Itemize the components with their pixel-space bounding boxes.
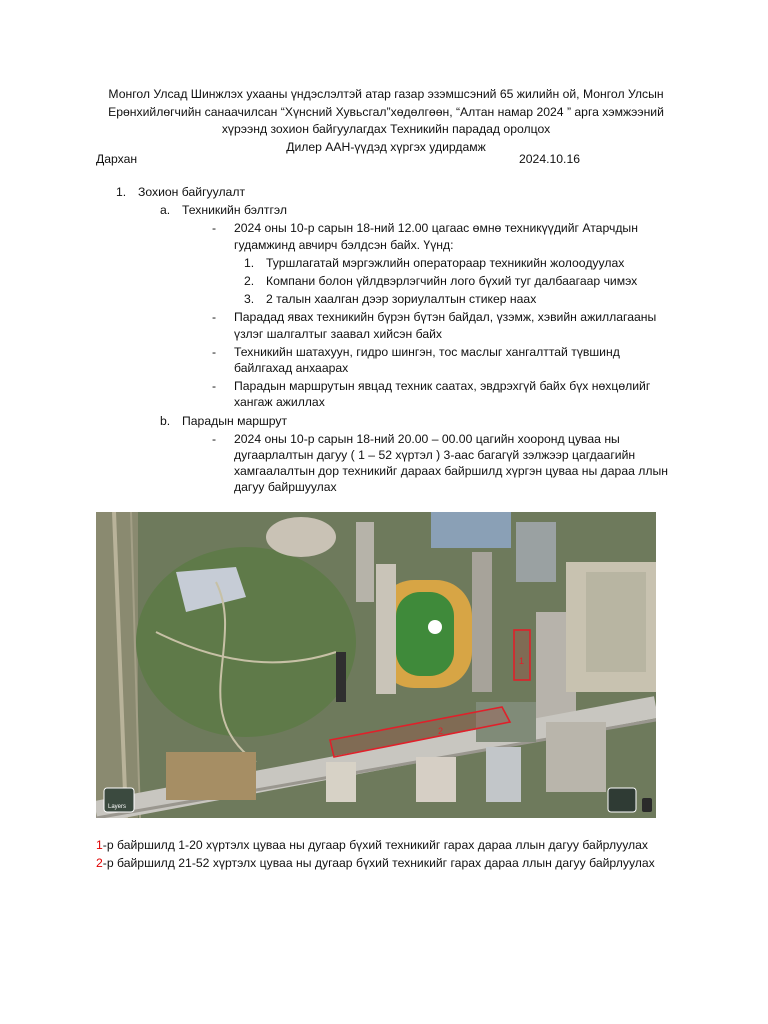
bullet-b1-line-3: хамгаалалтын дор техникийг дараах байршилд хүргэн цуваа ны дараа ллын — [234, 464, 668, 479]
subsection-a-number: a. — [160, 203, 171, 218]
zone-2-label: 2 — [438, 726, 444, 736]
bullet-b1-line-2: дугаарлалтын дагуу ( 1 – 52 хүртэл ) 3-аас багагүй зэлжээр цагдаагийн — [234, 448, 636, 463]
bullet-b1-line-1: 2024 оны 10-р сарын 18-ний 20.00 – 00.00 цагийн хооронд цуваа ны — [234, 431, 620, 446]
list-item-text: Компани болон үйлдвэрлэгчийн лого бүхий туг далбаагаар чимэх — [266, 274, 638, 289]
bullet-a4-line-1: Парадын маршрутын явцад техник саатах, эвдрэхгүй байх бүх нөхцөлийг — [234, 379, 651, 394]
bullet-b1 — [96, 431, 676, 496]
bullet-a3-line-1: Техникийн шатахуун, гидро шингэн, тос маслыг хангалттай түвшинд — [234, 344, 620, 359]
subsection-a-title: Техникийн бэлтгэл — [182, 203, 287, 218]
bullet-dash: - — [212, 221, 217, 236]
bullet-b1-line-4: дагуу байршуулах — [234, 480, 337, 495]
footer-line-2 — [96, 854, 655, 872]
document-title — [96, 86, 676, 156]
bullet-a3 — [96, 344, 676, 376]
list-item-text: Туршлагатай мэргэжлийн оператораар техникийн жолоодуулах — [266, 255, 625, 270]
title-line-2: Ерөнхийлөгчийн санаачилсан “Хүнсний Хувьсгал”хөдөлгөөн, “Алтан намар 2024 ” арга хэмжээний — [108, 104, 664, 119]
stadium-pin-icon — [428, 620, 442, 634]
section-1-title: Зохион байгуулалт — [138, 185, 246, 199]
parking-zone-1 — [514, 630, 530, 680]
title-line-4: Дилер ААН-үүдэд хүргэх удирдамж — [286, 139, 486, 154]
footer-line-2-text: -р байршилд 21-52 хүртэлх цуваа ны дугаар бүхий техникийг гарах дараа ллын дагуу байрлуулах — [102, 856, 655, 870]
footer-line-1-number: 1 — [96, 838, 103, 852]
footer-line-1-text: -р байршилд 1-20 хүртэлх цуваа ны дугаар бүхий техникийг гарах дараа ллын дагуу байрлуулах — [102, 838, 649, 852]
layers-label: Layers — [108, 804, 127, 810]
zone-1-label: 1 — [519, 656, 525, 666]
subsection-b-heading — [96, 413, 676, 429]
bullet-a4-line-2: хангаж ажиллах — [234, 395, 325, 410]
list-item — [96, 255, 676, 271]
list-item-text: 2 талын хаалган дээр зориулалтын стикер наах — [266, 292, 537, 307]
bullet-dash: - — [212, 431, 217, 446]
bullet-dash: - — [212, 379, 217, 394]
subsection-b-number: b. — [160, 413, 171, 428]
bullet-a1-line-1: 2024 оны 10-р сарын 18-ний 12.00 цагаас өмнө техникүүдийг Атарчдын — [234, 221, 638, 236]
bullet-dash: - — [212, 310, 217, 325]
date: 2024.10.16 — [519, 152, 580, 166]
list-item-number: 2. — [244, 274, 255, 289]
list-item-number: 3. — [244, 292, 255, 307]
title-line-1: Монгол Улсад Шинжлэх ухааны үндэслэлтэй атар газар эзэмшсэний 65 жилийн ой, Монгол Улсын — [108, 87, 664, 101]
bullet-a1-line-2: гудамжинд авчирч бэлдсэн байх. Үүнд: — [234, 237, 454, 252]
bullet-dash: - — [212, 344, 217, 359]
bullet-a4 — [96, 378, 676, 410]
place-date-row — [96, 152, 580, 166]
bullet-a1 — [96, 220, 676, 252]
footer-line-2-number: 2 — [96, 856, 103, 870]
place: Дархан — [96, 152, 138, 166]
list-item — [96, 291, 676, 307]
street-view-thumbnail[interactable] — [608, 788, 636, 812]
footer-notes — [96, 836, 655, 872]
map-expand-icon[interactable] — [642, 798, 652, 812]
subsection-b-title: Парадын маршрут — [182, 413, 288, 428]
map-graphic — [96, 512, 656, 818]
section-1-heading — [96, 184, 676, 200]
document-body — [96, 184, 676, 496]
satellite-map — [96, 512, 656, 818]
bullet-a2 — [96, 309, 676, 341]
title-line-3: хүрээнд зохион байгуулагдах Техникийн парадад оролцох — [221, 122, 551, 137]
bullet-a3-line-2: байлгахад анхаарах — [234, 361, 349, 376]
footer-line-1 — [96, 836, 655, 854]
subsection-a-heading — [96, 202, 676, 218]
bullet-a2-line-2: үзлэг шалгалтыг заавал хийсэн байх — [234, 326, 443, 341]
bullet-a2-line-1: Парадад явах техникийн бүрэн бүтэн байдал, үзэмж, хэвийн ажиллагааны — [234, 310, 657, 325]
list-item-number: 1. — [244, 255, 255, 270]
list-item — [96, 273, 676, 289]
section-1-number: 1. — [116, 185, 127, 199]
